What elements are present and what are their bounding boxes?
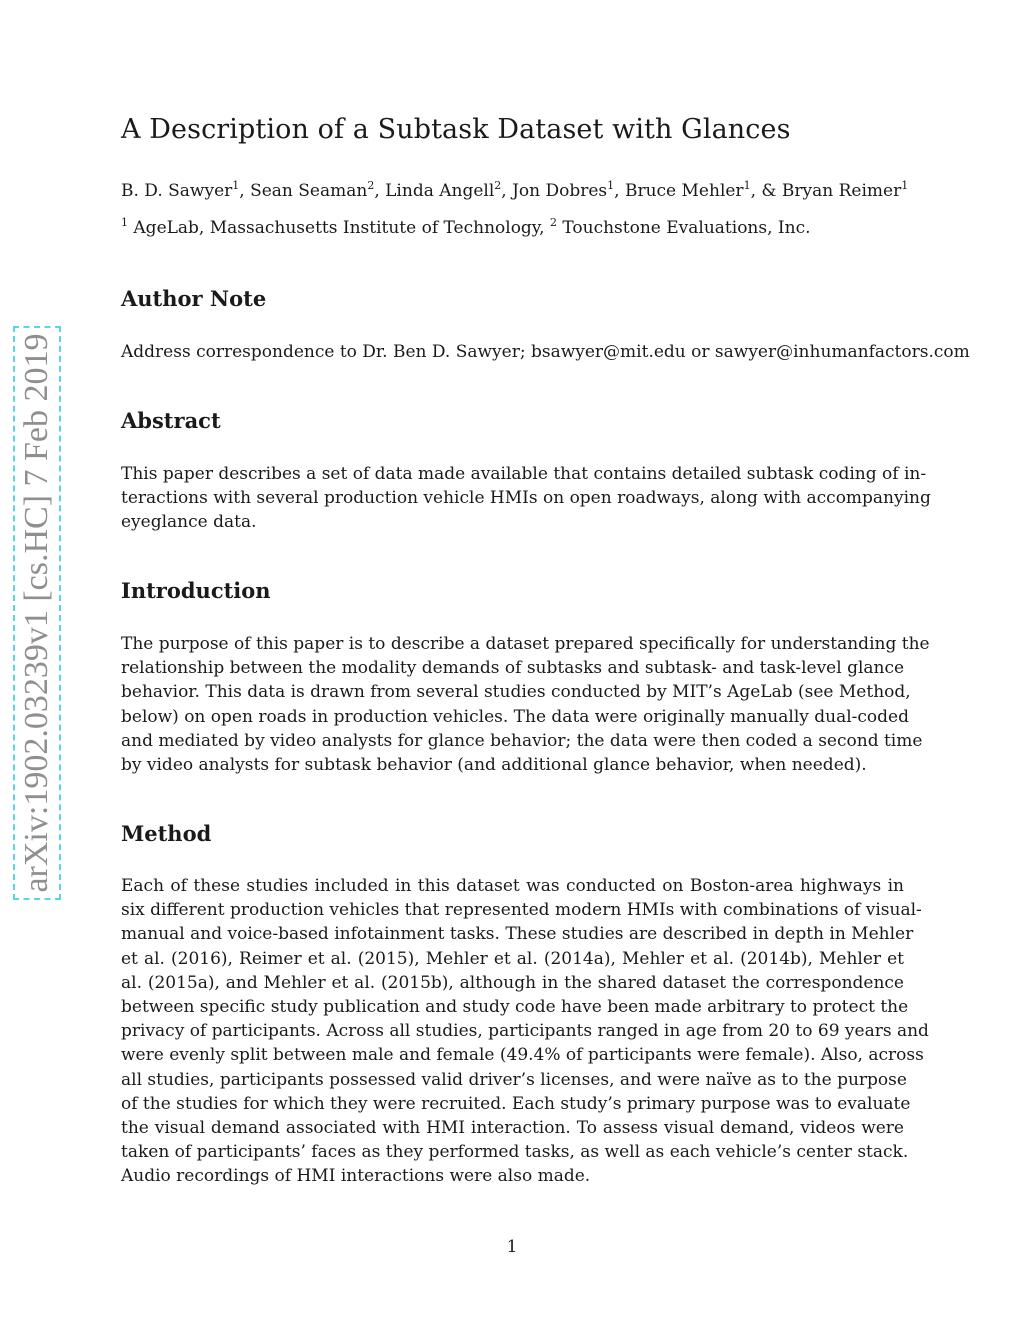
text-line: Each of these studies included in this dataset was conducted on Boston-area highways in bbox=[121, 876, 904, 896]
text-line: of the studies for which they were recruited. Each study’s primary purpose was to evaluate bbox=[121, 1093, 911, 1114]
affiliation-text: Touchstone Evaluations, Inc. bbox=[562, 218, 811, 238]
page-number: 1 bbox=[506, 1237, 518, 1257]
author-name: Linda Angell bbox=[385, 181, 495, 201]
abstract-paragraph bbox=[121, 462, 931, 535]
affiliation-mark: 1 bbox=[901, 179, 909, 192]
affiliation-mark: 2 bbox=[494, 179, 502, 192]
affiliation-mark: 2 bbox=[367, 179, 375, 192]
text-line: the visual demand associated with HMI interaction. To assess visual demand, videos were bbox=[121, 1118, 904, 1139]
text-line: et al. (2016), Reimer et al. (2015), Mehler et al. (2014a), Mehler et al. (2014b), Mehler et bbox=[121, 948, 904, 969]
text-line: six different production vehicles that represented modern HMIs with combinations of visual- bbox=[121, 900, 922, 921]
text-line: relationship between the modality demands of subtasks and subtask- and task-level glance bbox=[121, 658, 905, 679]
text-line: eyeglance data. bbox=[121, 512, 257, 533]
author-name: & Bryan Reimer bbox=[761, 181, 902, 201]
arxiv-stamp bbox=[13, 326, 61, 900]
affiliation-mark: 1 bbox=[121, 216, 128, 229]
affiliation-mark: 1 bbox=[232, 179, 240, 192]
author-list: B. D. Sawyer$^1$, Sean Seaman$^2$, Linda Angell$^2$, Jon Dobres$^1$, Bruce Mehler$^1$, & Bryan Reimer$^1$ bbox=[121, 179, 909, 201]
affiliation-text: AgeLab, Massachusetts Institute of Technology, bbox=[133, 218, 545, 238]
text-line: This paper describes a set of data made available that contains detailed subtask coding of in- bbox=[121, 464, 927, 484]
text-line: all studies, participants possessed valid driver’s licenses, and were naïve as to the purpose bbox=[121, 1069, 907, 1090]
text-line: were evenly split between male and female (49.4% of participants were female). Also, across bbox=[121, 1045, 924, 1066]
text-line: teractions with several production vehicle HMIs on open roadways, along with accompanying bbox=[121, 488, 931, 509]
text-line: by video analysts for subtask behavior (and additional glance behavior, when needed). bbox=[121, 755, 867, 776]
text-line: al. (2015a), and Mehler et al. (2015b), although in the shared dataset the correspondence bbox=[121, 972, 904, 993]
affiliation-mark: 1 bbox=[743, 179, 751, 192]
section-heading-introduction: Introduction bbox=[121, 578, 271, 603]
paper-title: A Description of a Subtask Dataset with Glances bbox=[121, 114, 791, 145]
text-line: manual and voice-based infotainment tasks. These studies are described in depth in Mehler bbox=[121, 924, 914, 945]
text-line: below) on open roads in production vehicles. The data were originally manually dual-coded bbox=[121, 706, 909, 727]
author-note-text: Address correspondence to Dr. Ben D. Sawyer; bsawyer@mit.edu or sawyer@inhumanfactors.com bbox=[121, 342, 970, 362]
text-line: behavior. This data is drawn from several studies conducted by MIT’s AgeLab (see Method, bbox=[121, 682, 911, 703]
text-line: The purpose of this paper is to describe a dataset prepared specifically for understanding the bbox=[121, 634, 930, 654]
affiliation-mark: 2 bbox=[549, 216, 557, 229]
affiliations bbox=[121, 218, 811, 238]
affiliation-mark: 1 bbox=[607, 179, 615, 192]
text-line: taken of participants’ faces as they performed tasks, as well as each vehicle’s center stack. bbox=[121, 1142, 909, 1163]
text-line: privacy of participants. Across all studies, participants ranged in age from 20 to 69 years and bbox=[121, 1021, 929, 1042]
text-line: and mediated by video analysts for glance behavior; the data were then coded a second time bbox=[121, 730, 923, 751]
section-heading-author-note: Author Note bbox=[121, 286, 267, 311]
arxiv-identifier: arXiv:1902.03239v1 [cs.HC] 7 Feb 2019 bbox=[18, 333, 55, 893]
text-line: Audio recordings of HMI interactions were also made. bbox=[121, 1166, 591, 1187]
method-paragraph bbox=[121, 874, 929, 1189]
author-name: Jon Dobres bbox=[512, 181, 608, 201]
introduction-paragraph bbox=[121, 632, 930, 777]
author-name: B. D. Sawyer bbox=[121, 181, 233, 201]
author-name: Bruce Mehler bbox=[624, 181, 744, 201]
text-line: between specific study publication and study code have been made arbitrary to protect the bbox=[121, 997, 909, 1018]
section-heading-abstract: Abstract bbox=[121, 408, 221, 433]
section-heading-method: Method bbox=[121, 821, 212, 846]
author-name: Sean Seaman bbox=[250, 181, 368, 201]
